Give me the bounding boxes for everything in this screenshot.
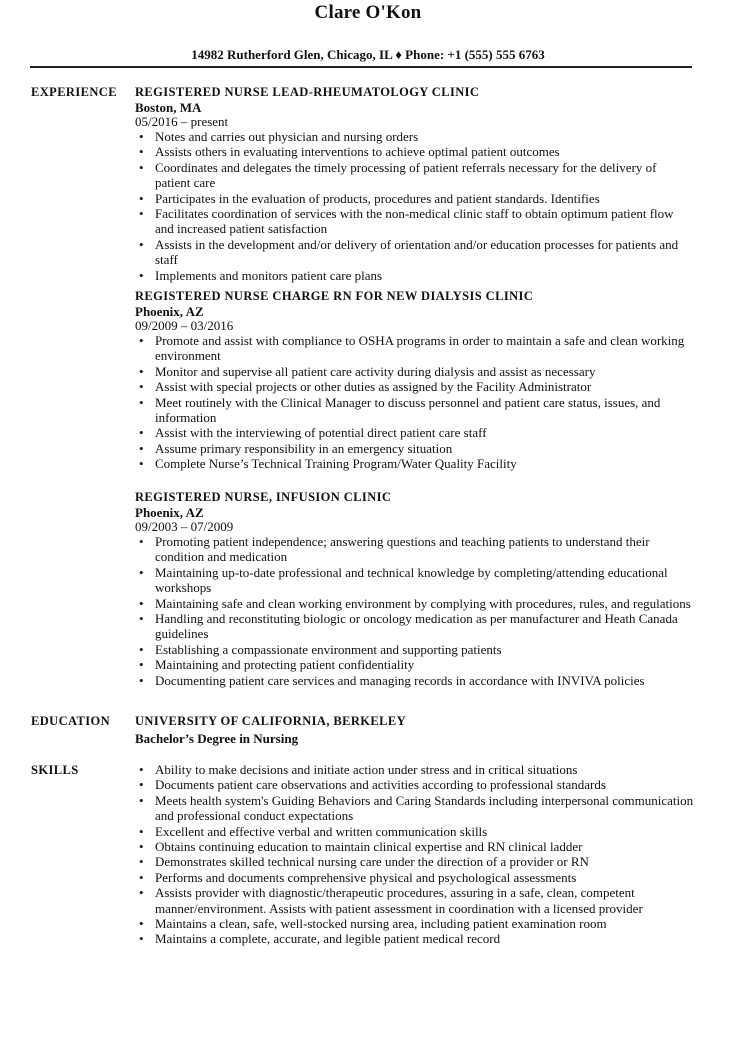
list-item: • Meet routinely with the Clinical Manager to discuss personnel and patient care status, issues, and information: [135, 395, 695, 426]
job-duties: [135, 129, 695, 283]
education-entry: [135, 714, 695, 747]
list-item: • Assists provider with diagnostic/therapeutic procedures, assuring in a safe, clean, competent manner/environment. Assists with patient assessment in coordination with a licensed provider: [135, 885, 695, 916]
list-item: • Maintaining up-to-date professional and technical knowledge by completing/attending educational workshops: [135, 565, 695, 596]
list-item: • Participates in the evaluation of products, procedures and patient standards. Identifies: [135, 191, 695, 206]
experience-entry-1: [135, 85, 695, 283]
job-dates: 09/2003 – 07/2009: [135, 519, 234, 534]
list-item: • Notes and carries out physician and nursing orders: [135, 129, 695, 144]
list-item: • Assist with the interviewing of potential direct patient care staff: [135, 425, 695, 440]
job-duties: [135, 534, 695, 688]
list-item: • Demonstrates skilled technical nursing care under the direction of a provider or RN: [135, 854, 695, 869]
list-item: • Obtains continuing education to maintain clinical expertise and RN clinical ladder: [135, 839, 695, 854]
list-item: • Maintains a clean, safe, well-stocked nursing area, including patient examination room: [135, 916, 695, 931]
job-location: Boston, MA: [135, 100, 202, 115]
list-item: • Promote and assist with compliance to OSHA programs in order to maintain a safe and clean working environment: [135, 333, 695, 364]
skills-heading: SKILLS: [31, 763, 79, 777]
job-duties: [135, 333, 695, 472]
list-item: • Maintaining safe and clean working environment by complying with procedures, rules, and regulations: [135, 596, 695, 611]
list-item: • Complete Nurse’s Technical Training Program/Water Quality Facility: [135, 456, 695, 471]
list-item: • Coordinates and delegates the timely processing of patient referrals necessary for the delivery of patient care: [135, 160, 695, 191]
list-item: • Promoting patient independence; answering questions and teaching patients to understand their condition and medication: [135, 534, 695, 565]
list-item: • Documents patient care observations and activities according to professional standards: [135, 777, 695, 792]
job-dates: 05/2016 – present: [135, 114, 229, 129]
list-item: • Establishing a compassionate environment and supporting patients: [135, 642, 695, 657]
experience-entry-2: [135, 289, 695, 472]
job-title: REGISTERED NURSE LEAD-RHEUMATOLOGY CLINIC: [135, 85, 480, 99]
skills-entry: [135, 762, 695, 947]
list-item: • Implements and monitors patient care plans: [135, 268, 695, 283]
list-item: • Maintains a complete, accurate, and legible patient medical record: [135, 931, 695, 946]
job-title: REGISTERED NURSE, INFUSION CLINIC: [135, 490, 392, 504]
candidate-name: Clare O'Kon: [314, 2, 422, 23]
education-heading: EDUCATION: [31, 714, 111, 728]
list-item: • Assists in the development and/or delivery of orientation and/or education processes for patients and staff: [135, 237, 695, 268]
job-location: Phoenix, AZ: [135, 505, 204, 520]
experience-entry-3: [135, 490, 695, 688]
list-item: • Meets health system's Guiding Behaviors and Caring Standards including interpersonal communication and professional conduct expectations: [135, 793, 695, 824]
contact-line: 14982 Rutherford Glen, Chicago, IL ♦ Phone: +1 (555) 555 6763: [191, 47, 545, 62]
list-item: • Monitor and supervise all patient care activity during dialysis and assist as necessary: [135, 364, 695, 379]
list-item: • Facilitates coordination of services with the non-medical clinic staff to obtain optimum patient flow and increased patient satisfaction: [135, 206, 695, 237]
job-location: Phoenix, AZ: [135, 304, 204, 319]
list-item: • Maintaining and protecting patient confidentiality: [135, 657, 695, 672]
list-item: • Assume primary responsibility in an emergency situation: [135, 441, 695, 456]
list-item: • Excellent and effective verbal and written communication skills: [135, 824, 695, 839]
degree: Bachelor’s Degree in Nursing: [135, 731, 299, 746]
job-dates: 09/2009 – 03/2016: [135, 318, 234, 333]
list-item: • Performs and documents comprehensive physical and psychological assessments: [135, 870, 695, 885]
job-title: REGISTERED NURSE CHARGE RN FOR NEW DIALYSIS CLINIC: [135, 289, 534, 303]
list-item: • Ability to make decisions and initiate action under stress and in critical situations: [135, 762, 695, 777]
header-divider: [30, 66, 692, 68]
list-item: • Handling and reconstituting biologic or oncology medication as per manufacturer and Heath Canada guidelines: [135, 611, 695, 642]
list-item: • Assists others in evaluating interventions to achieve optimal patient outcomes: [135, 144, 695, 159]
school-name: UNIVERSITY OF CALIFORNIA, BERKELEY: [135, 714, 407, 728]
skills-list: [135, 762, 695, 947]
list-item: • Documenting patient care services and managing records in accordance with INVIVA policies: [135, 673, 695, 688]
experience-heading: EXPERIENCE: [31, 85, 117, 99]
list-item: • Assist with special projects or other duties as assigned by the Facility Administrator: [135, 379, 695, 394]
